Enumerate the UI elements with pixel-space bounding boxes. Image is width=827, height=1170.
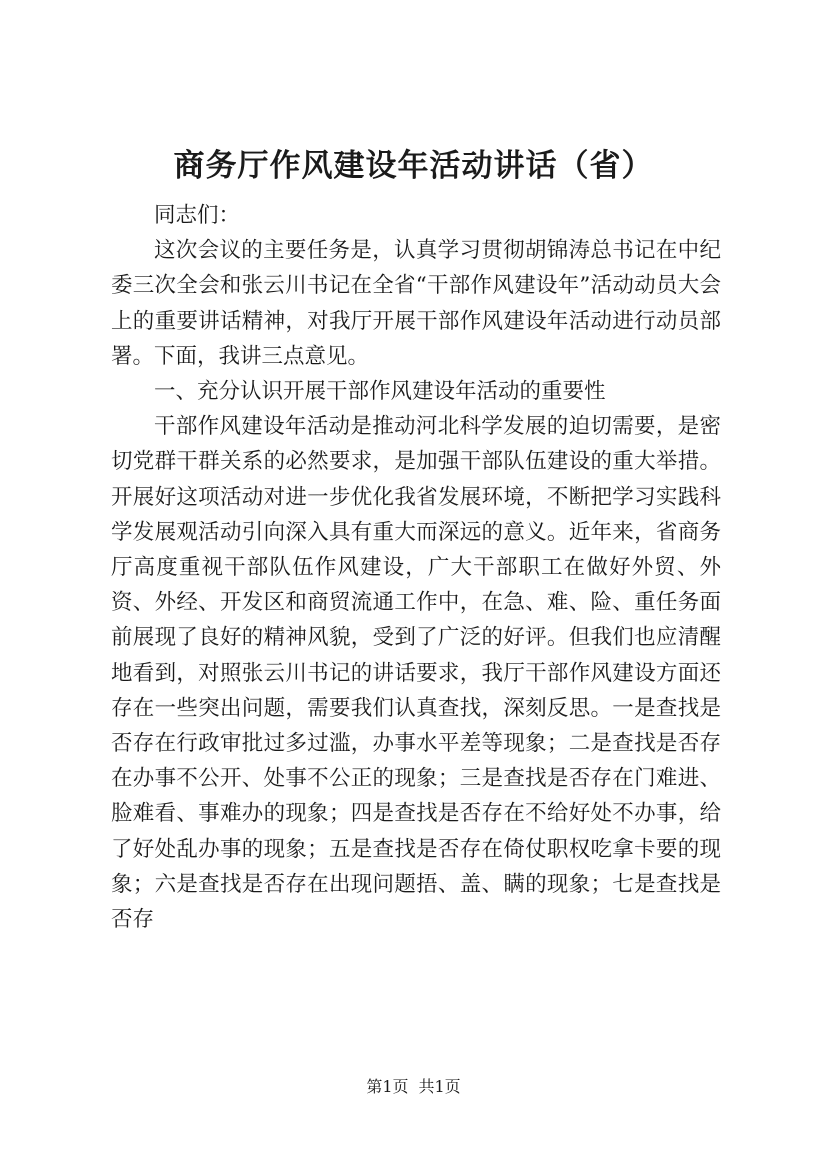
page-total: 共1页 — [418, 1077, 461, 1096]
page-number: 第1页 — [366, 1077, 409, 1096]
intro-paragraph: 这次会议的主要任务是，认真学习贯彻胡锦涛总书记在中纪委三次全会和张云川书记在全省“干部作风建设年”活动动员大会上的重要讲话精神，对我厅开展干部作风建设年活动进行动员部署。下面，我讲三点意见。 — [111, 238, 721, 369]
section-heading: 一、充分认识开展干部作风建设年活动的重要性 — [154, 379, 606, 405]
document-body — [111, 198, 721, 937]
page-footer — [0, 1077, 827, 1097]
salutation-paragraph: 同志们： — [154, 203, 241, 228]
body-paragraph: 干部作风建设年活动是推动河北科学发展的迫切需要，是密切党群干群关系的必然要求，是加强干部队伍建设的重大举措。开展好这项活动对进一步优化我省发展环境，不断把学习实践科学发展观活动引向深入具有重大而深远的意义。近年来，省商务厅高度重视干部队伍作风建设，广大干部职工在做好外贸、外资、外经、开发区和商贸流通工作中，在急、难、险、重任务面前展现了良好的精神风貌，受到了广泛的好评。但我们也应清醒地看到，对照张云川书记的讲话要求，我厅干部作风建设方面还存在一些突出问题，需要我们认真查找，深刻反思。一是查找是否存在行政审批过多过滥，办事水平差等现象；二是查找是否存在办事不公开、处事不公正的现象；三是查找是否存在门难进、脸难看、事难办的现象；四是查找是否存在不给好处不办事，给了好处乱办事的现象；五是查找是否存在倚仗职权吃拿卡要的现象；六是查找是否存在出现问题捂、盖、瞒的现象；七是查找是否存 — [111, 414, 721, 933]
document-title: 商务厅作风建设年活动讲话（省） — [173, 148, 654, 184]
